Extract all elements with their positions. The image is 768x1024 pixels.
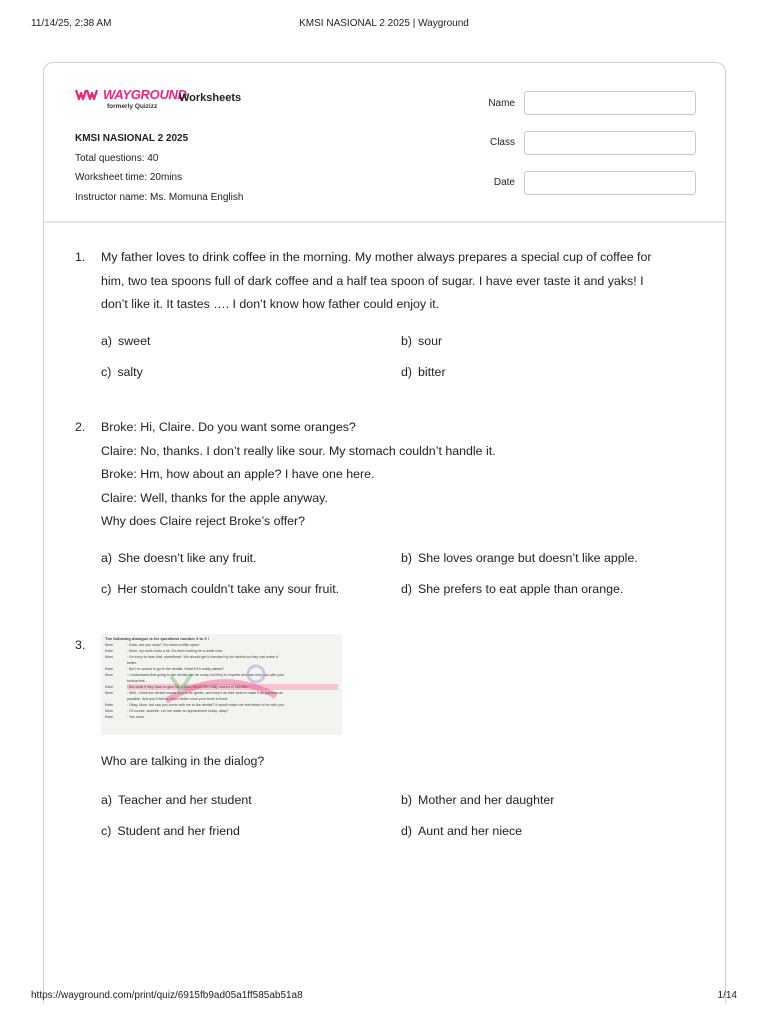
- print-datetime: 11/14/25, 2:38 AM: [31, 18, 112, 29]
- question-number: 3.: [75, 638, 86, 652]
- question-text: [101, 416, 705, 534]
- dialogue-image: The following dialogue is for questions number 3 to 5 ! Mom : Ester, are you okay? You seem a little upset. Ester : Mom, my tooth hurts a lot. It's been hurting for a while now. Mom : I'm sorry to hear that, sweetheart. We should get it checked by the dentist so they can make it better. Ester : But I'm scared to go to the dentist. What if it's really painful? Mom : I understand that going to the dentist can be scary, but they're experts who can help you with your toothaches. Ester : But what if they have to give me a shot, Mom? I'm really scared of needles. Mom : Well, I think the dentist knows how to be gentle, and they'll do their best to make it as painless as possible. And you'll feel so much better once your tooth is fixed. Ester : Okay, Mom, but can you come with me to the dentist? It would make me feel better to be with you. Mom : Of course, sweetie. Let me make an appointment today, okay? Ester : Yes mom.: [101, 634, 342, 735]
- worksheet-meta: [75, 129, 243, 207]
- question-2: [75, 416, 705, 534]
- option-d[interactable]: d) bitter: [401, 365, 446, 379]
- question-line: My father loves to drink coffee in the morning. My mother always prepares a special cup of coffee for: [101, 250, 652, 264]
- watermark-image: [161, 656, 281, 711]
- option-b[interactable]: b) sour: [401, 334, 443, 348]
- option-a[interactable]: a) She doesn’t like any fruit.: [101, 551, 257, 565]
- option-d[interactable]: d) Aunt and her niece: [401, 824, 523, 838]
- name-field[interactable]: [524, 91, 696, 115]
- total-questions: Total questions: 40: [75, 152, 159, 164]
- date-label: Date: [493, 177, 515, 188]
- class-field[interactable]: [524, 131, 696, 155]
- question-number: 2.: [75, 420, 86, 434]
- option-d[interactable]: d) She prefers to eat apple than orange.: [401, 582, 624, 596]
- worksheet-header: [44, 63, 725, 223]
- question-line: him, two tea spoons full of dark coffee and a half tea spoon of sugar. I have ever taste it and yaks! I: [101, 273, 644, 288]
- brand-formerly: formerly Quizizz: [107, 103, 158, 110]
- print-url: https://wayground.com/print/quiz/6915fb9ad05a1ff585ab51a8: [31, 990, 303, 1001]
- print-page-number: 1/14: [717, 990, 737, 1001]
- worksheet-title: KMSI NASIONAL 2 2025: [75, 133, 189, 144]
- question-line: Broke: Hm, how about an apple? I have one here.: [101, 467, 375, 481]
- worksheets-label: Worksheets: [179, 92, 242, 104]
- instructor-name: Instructor name: Ms. Momuna English: [75, 191, 244, 203]
- name-label: Name: [488, 98, 515, 109]
- question-text: Who are talking in the dialog?: [101, 754, 265, 768]
- print-footer: [31, 990, 737, 1004]
- question-text: [101, 246, 705, 317]
- question-1: [75, 246, 705, 317]
- brand-name: WAYGROUND: [103, 87, 187, 102]
- dialogue-title: The following dialogue is for questions number 3 to 5 !: [105, 636, 210, 641]
- question-line: Claire: No, thanks. I don’t really like sour. My stomach couldn’t handle it.: [101, 443, 496, 458]
- question-line: Claire: Well, thanks for the apple anyway.: [101, 490, 328, 505]
- class-label: Class: [489, 137, 515, 148]
- option-b[interactable]: b) She loves orange but doesn’t like apple.: [401, 551, 638, 565]
- question-number: 1.: [75, 250, 86, 264]
- question-line: Why does Claire reject Broke’s offer?: [101, 514, 306, 528]
- worksheet-time: Worksheet time: 20mins: [75, 172, 183, 183]
- option-c[interactable]: c) salty: [101, 365, 143, 379]
- question-line: don’t like it. It tastes …. I don’t know how father could enjoy it.: [101, 297, 440, 311]
- option-c[interactable]: c) Student and her friend: [101, 824, 240, 838]
- option-a[interactable]: a) Teacher and her student: [101, 793, 252, 807]
- wayground-logo: [75, 87, 187, 110]
- option-a[interactable]: a) sweet: [101, 334, 151, 348]
- option-b[interactable]: b) Mother and her daughter: [401, 793, 555, 807]
- question-line: Broke: Hi, Claire. Do you want some oranges?: [101, 420, 356, 434]
- print-header: [31, 18, 737, 32]
- print-page-title: KMSI NASIONAL 2 2025 | Wayground: [299, 18, 469, 29]
- option-c[interactable]: c) Her stomach couldn’t take any sour fruit.: [101, 582, 340, 596]
- wayground-logo-icon: [75, 88, 101, 101]
- worksheet: [43, 62, 726, 1003]
- question-3-prompt: [75, 750, 705, 774]
- date-field[interactable]: [524, 171, 696, 195]
